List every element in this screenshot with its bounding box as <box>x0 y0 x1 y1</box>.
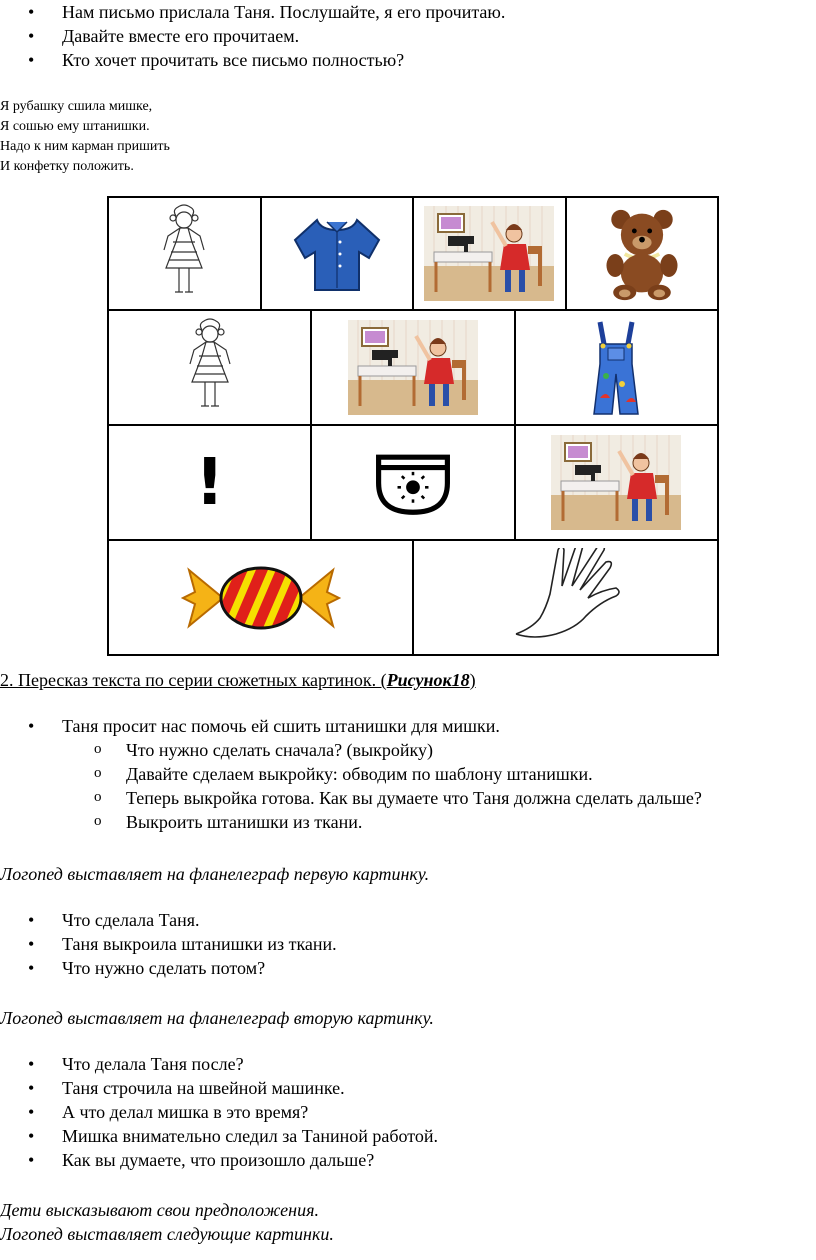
rebus-cell <box>109 311 312 424</box>
rebus-row-4 <box>107 541 719 656</box>
heading-text: 2. Пересказ текста по серии сюжетных картинок. ( <box>0 670 387 690</box>
hand-icon <box>496 548 636 648</box>
list-item: • Давайте вместе его прочитаем. <box>0 24 816 48</box>
overalls-icon <box>586 318 646 418</box>
section-2-heading <box>0 668 476 692</box>
sub-list-item: o Что нужно сделать сначала? (выкройку) <box>0 738 816 762</box>
teacher-note-3: Дети высказывают свои предположения. <box>0 1200 319 1220</box>
candy-icon <box>181 558 341 638</box>
rebus-cell <box>516 426 717 539</box>
question-list-2 <box>0 1052 816 1172</box>
rebus-row-2 <box>107 311 719 426</box>
rebus-row-3 <box>107 426 719 541</box>
list-item: • Таня строчила на швейной машинке. <box>0 1076 816 1100</box>
list-item: • Что нужно сделать потом? <box>0 956 816 980</box>
teddy-bear-icon <box>594 204 690 304</box>
pocket-icon <box>370 448 456 518</box>
rebus-cell <box>516 311 717 424</box>
list-item: • А что делал мишка в это время? <box>0 1100 816 1124</box>
poem-line: Я сошью ему штанишки. <box>0 119 150 134</box>
sub-list-item: o Теперь выкройка готова. Как вы думаете что Таня должна сделать дальше? <box>0 786 816 810</box>
heading-suffix: ) <box>469 670 476 690</box>
girl-drawing-icon <box>175 318 245 418</box>
sewing-girl-icon <box>551 435 681 530</box>
list-item: • Мишка внимательно следил за Таниной работой. <box>0 1124 816 1148</box>
list-item: • Таня просит нас помочь ей сшить штанишки для мишки. <box>0 714 816 738</box>
intro-bullet-list <box>0 0 816 72</box>
rebus-cell <box>312 426 515 539</box>
task-bullet-list <box>0 714 816 738</box>
exclamation-mark-icon: ! <box>195 445 225 520</box>
sub-list-item: o Давайте сделаем выкройку: обводим по шаблону штанишки. <box>0 762 816 786</box>
list-item: • Что делала Таня после? <box>0 1052 816 1076</box>
task-block <box>0 714 816 834</box>
list-item: • Таня выкроила штанишки из ткани. <box>0 932 816 956</box>
poem <box>0 97 170 177</box>
rebus-cell <box>109 426 312 539</box>
poem-line: Я рубашку сшила мишке, <box>0 99 153 114</box>
rebus-row-1 <box>107 196 719 311</box>
teacher-note-2: Логопед выставляет на фланелеграф вторую картинку. <box>0 1008 434 1028</box>
teacher-note-1: Логопед выставляет на фланелеграф первую картинку. <box>0 864 430 884</box>
figure-reference: Рисунок18 <box>386 670 470 690</box>
list-item: • Как вы думаете, что произошло дальше? <box>0 1148 816 1172</box>
list-item: • Что сделала Таня. <box>0 908 816 932</box>
girl-drawing-icon <box>149 204 219 304</box>
list-item: • Нам письмо прислала Таня. Послушайте, я его прочитаю. <box>0 0 816 24</box>
sub-step-list <box>0 738 816 834</box>
rebus-cell <box>312 311 515 424</box>
rebus-cell <box>109 198 262 309</box>
rebus-cell <box>414 198 567 309</box>
poem-line: Надо к ним карман пришить <box>0 139 170 154</box>
rebus-picture-table <box>107 196 719 656</box>
teacher-note-4: Логопед выставляет следующие картинки. <box>0 1224 334 1244</box>
sewing-girl-icon <box>348 320 478 415</box>
rebus-cell <box>414 541 717 654</box>
rebus-cell <box>109 541 414 654</box>
sewing-girl-icon <box>424 206 554 301</box>
list-item: • Кто хочет прочитать все письмо полностью? <box>0 48 816 72</box>
rebus-cell <box>262 198 415 309</box>
sub-list-item: o Выкроить штанишки из ткани. <box>0 810 816 834</box>
poem-line: И конфетку положить. <box>0 159 134 174</box>
blue-shirt-icon <box>287 214 387 294</box>
question-list-1 <box>0 908 816 980</box>
rebus-cell <box>567 198 718 309</box>
